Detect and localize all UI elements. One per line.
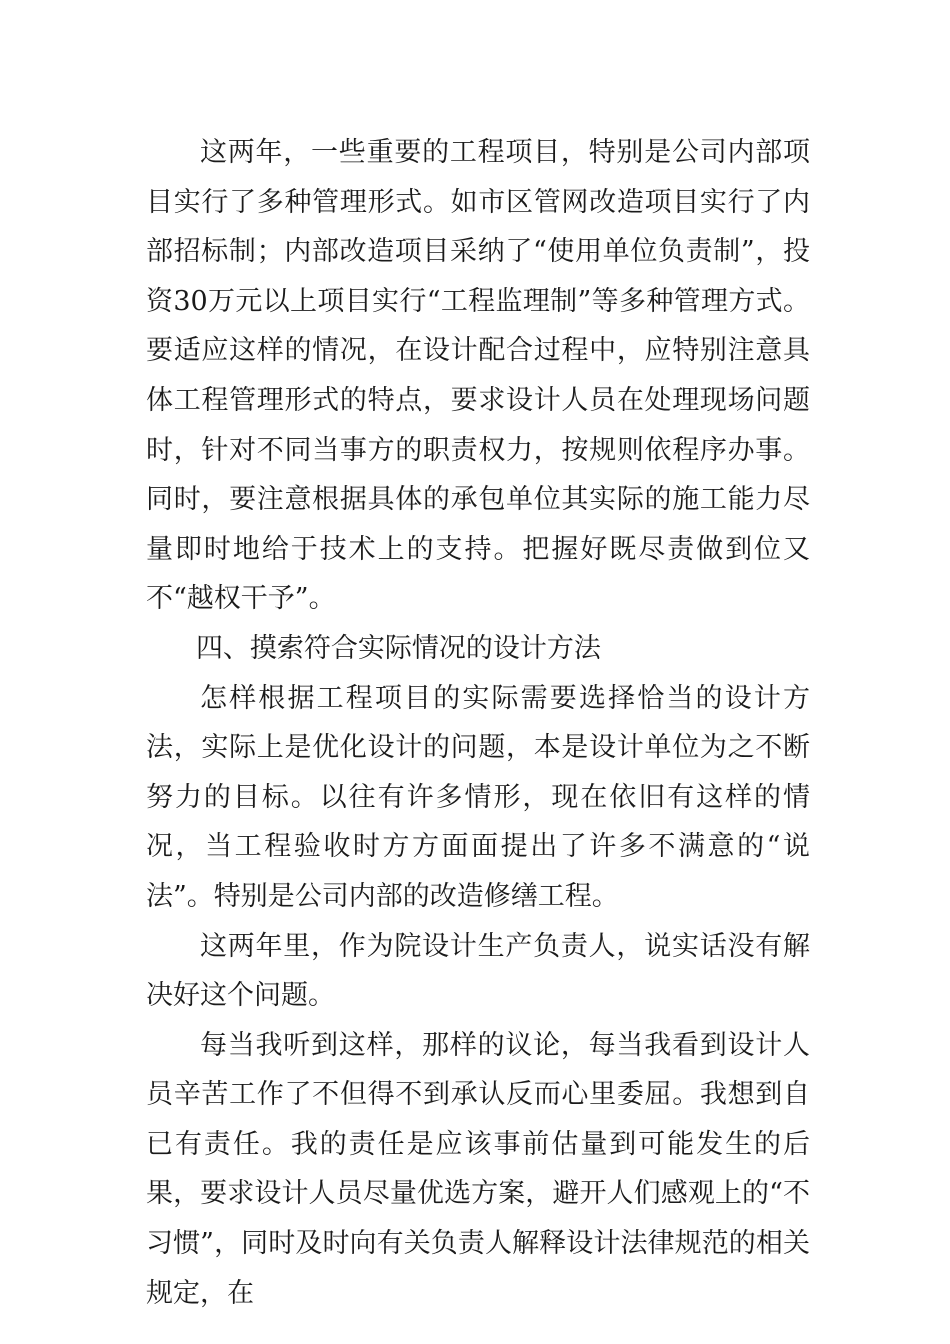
paragraph-design-method-selection: 怎样根据工程项目的实际需要选择恰当的设计方法，实际上是优化设计的问题，本是设计单位为之不断努力的目标。以往有许多情形，现在依旧有这样的情况，当工程验收时方方面面提出了许多不满意的“说法”。特别是公司内部的改造修缮工程。 xyxy=(146,682,810,912)
document-body xyxy=(146,128,810,1318)
paragraph-responsibility-admission: 这两年里，作为院设计生产负责人，说实话没有解决好这个问题。 xyxy=(146,930,810,1012)
paragraph-personal-responsibility: 每当我听到这样，那样的议论，每当我看到设计人员辛苦工作了不但得不到承认反而心里委屈。我想到自已有责任。我的责任是应该事前估量到可能发生的后果，要求设计人员尽量优选方案，避开人们感观上的“不习惯”，同时及时向有关负责人解释设计法律规范的相关规定，在 xyxy=(146,1029,810,1309)
paragraph-management-forms: 这两年，一些重要的工程项目，特别是公司内部项目实行了多种管理形式。如市区管网改造项目实行了内部招标制；内部改造项目采纳了“使用单位负责制”，投资30万元以上项目实行“工程监理制”等多种管理方式。要适应这样的情况，在设计配合过程中，应特别注意具体工程管理形式的特点，要求设计人员在处理现场问题时，针对不同当事方的职责权力，按规则依程序办事。同时，要注意根据具体的承包单位其实际的施工能力尽量即时地给于技术上的支持。把握好既尽责做到位又不“越权干予”。 xyxy=(146,137,810,615)
section-heading-design-methods: 四、摸索符合实际情况的设计方法 xyxy=(195,632,601,664)
